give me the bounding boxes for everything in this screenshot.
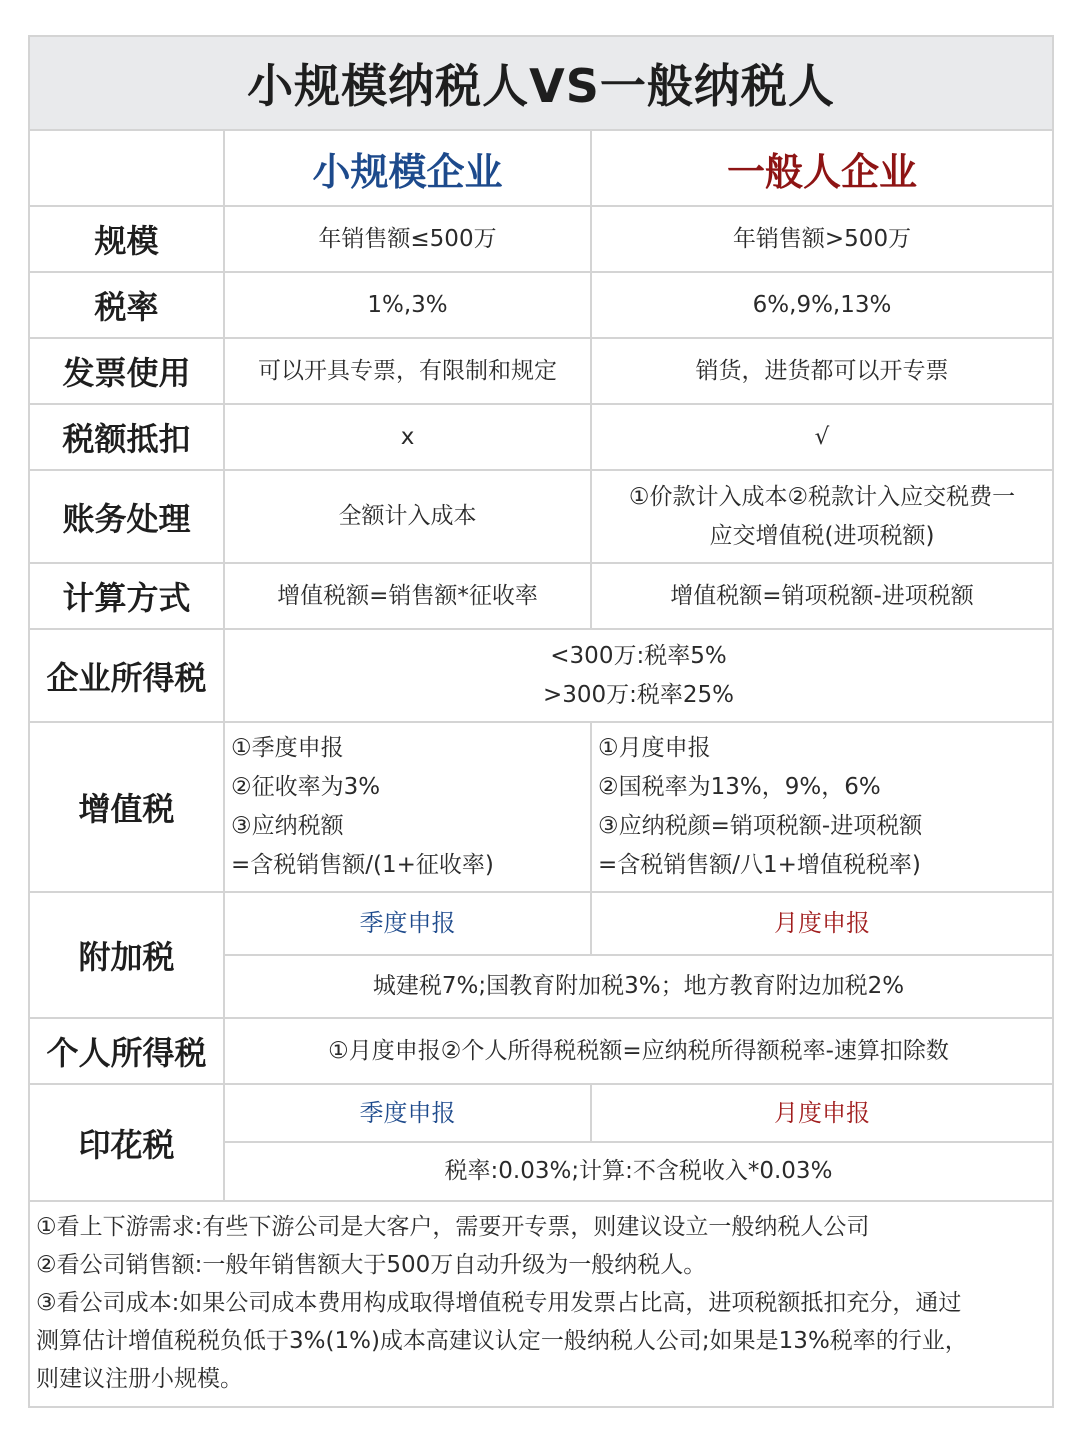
cell-line: ②国税率为13%，9%，6% — [598, 774, 881, 800]
row-scale — [29, 206, 1053, 272]
cell-small: 季度申报 — [224, 1084, 591, 1142]
cell-line: ①季度申报 — [231, 735, 344, 761]
cell-general: 6%,9%,13% — [591, 272, 1053, 338]
note-line: 测算估计增值税税负低于3%(1%)成本高建议认定一般纳税人公司;如果是13%税率的行业， — [36, 1328, 968, 1354]
row-label: 企业所得税 — [29, 629, 224, 722]
row-accounting — [29, 470, 1053, 563]
cell-general: 增值税额=销项税额-进项税额 — [591, 563, 1053, 629]
cell-line: ③应纳税额 — [231, 813, 344, 839]
note-line: ②看公司销售额:一般年销售额大于500万自动升级为一般纳税人。 — [36, 1252, 707, 1278]
row-stamp-tax-a — [29, 1084, 1053, 1142]
row-label: 个人所得税 — [29, 1018, 224, 1084]
cell-line: >300万:税率25% — [542, 681, 735, 708]
row-label: 规模 — [29, 206, 224, 272]
cell-small: 全额计入成本 — [224, 470, 591, 563]
cell-small: x — [224, 404, 591, 470]
note-line: ③看公司成本:如果公司成本费用构成取得增值税专用发票占比高，进项税额抵扣充分，通过 — [36, 1290, 962, 1316]
cell-general — [591, 470, 1053, 563]
row-rate — [29, 272, 1053, 338]
cell-small: 年销售额≤500万 — [224, 206, 591, 272]
comparison-sheet — [28, 35, 1052, 1408]
row-label: 计算方式 — [29, 563, 224, 629]
cell-line: 应交增值税(进项税额) — [709, 522, 935, 549]
row-label: 账务处理 — [29, 470, 224, 563]
row-label: 税率 — [29, 272, 224, 338]
cell-small: 增值税额=销售额*征收率 — [224, 563, 591, 629]
cell-line: =含税销售额/(1+征收率) — [231, 852, 494, 878]
row-personal-tax — [29, 1018, 1053, 1084]
note-line: 则建议注册小规模。 — [36, 1366, 243, 1392]
cell-small: 1%,3% — [224, 272, 591, 338]
cell-shared: 城建税7%;国教育附加税3%；地方教育附边加税2% — [224, 955, 1053, 1018]
cell-general: 月度申报 — [591, 1084, 1053, 1142]
row-surtax-a — [29, 892, 1053, 955]
header-general: 一般人企业 — [591, 130, 1053, 206]
cell-small — [224, 722, 591, 892]
row-notes — [29, 1201, 1053, 1407]
row-label: 印花税 — [29, 1084, 224, 1201]
row-invoice — [29, 338, 1053, 404]
row-vat — [29, 722, 1053, 892]
row-label: 增值税 — [29, 722, 224, 892]
cell-general: 年销售额>500万 — [591, 206, 1053, 272]
row-label: 发票使用 — [29, 338, 224, 404]
cell-general: 月度申报 — [591, 892, 1053, 955]
cell-general: √ — [591, 404, 1053, 470]
row-label: 附加税 — [29, 892, 224, 1018]
comparison-table — [28, 35, 1054, 1408]
header-small-scale: 小规模企业 — [224, 130, 591, 206]
cell-shared — [224, 629, 1053, 722]
row-corp-tax — [29, 629, 1053, 722]
cell-small: 可以开具专票，有限制和规定 — [224, 338, 591, 404]
cell-line: ①价款计入成本②税款计入应交税费一 — [628, 483, 1016, 510]
cell-general — [591, 722, 1053, 892]
cell-general: 销货，进货都可以开专票 — [591, 338, 1053, 404]
cell-line: ②征收率为3% — [231, 774, 381, 800]
cell-line: <300万:税率5% — [550, 642, 727, 669]
row-calc — [29, 563, 1053, 629]
header-empty-cell — [29, 130, 224, 206]
cell-line: =含税销售额/八1+增值税税率) — [598, 852, 921, 878]
row-deduction — [29, 404, 1053, 470]
notes-cell — [29, 1201, 1053, 1407]
page-title: 小规模纳税人VS一般纳税人 — [29, 36, 1053, 130]
row-label: 税额抵扣 — [29, 404, 224, 470]
note-line: ①看上下游需求:有些下游公司是大客户，需要开专票，则建议设立一般纳税人公司 — [36, 1214, 870, 1240]
cell-line: ③应纳税颜=销项税额-进项税额 — [598, 813, 923, 839]
cell-shared: 税率:0.03%;计算:不含税收入*0.03% — [224, 1142, 1053, 1201]
cell-small: 季度申报 — [224, 892, 591, 955]
cell-shared: ①月度申报②个人所得税税额=应纳税所得额税率-速算扣除数 — [224, 1018, 1053, 1084]
cell-line: ①月度申报 — [598, 735, 711, 761]
